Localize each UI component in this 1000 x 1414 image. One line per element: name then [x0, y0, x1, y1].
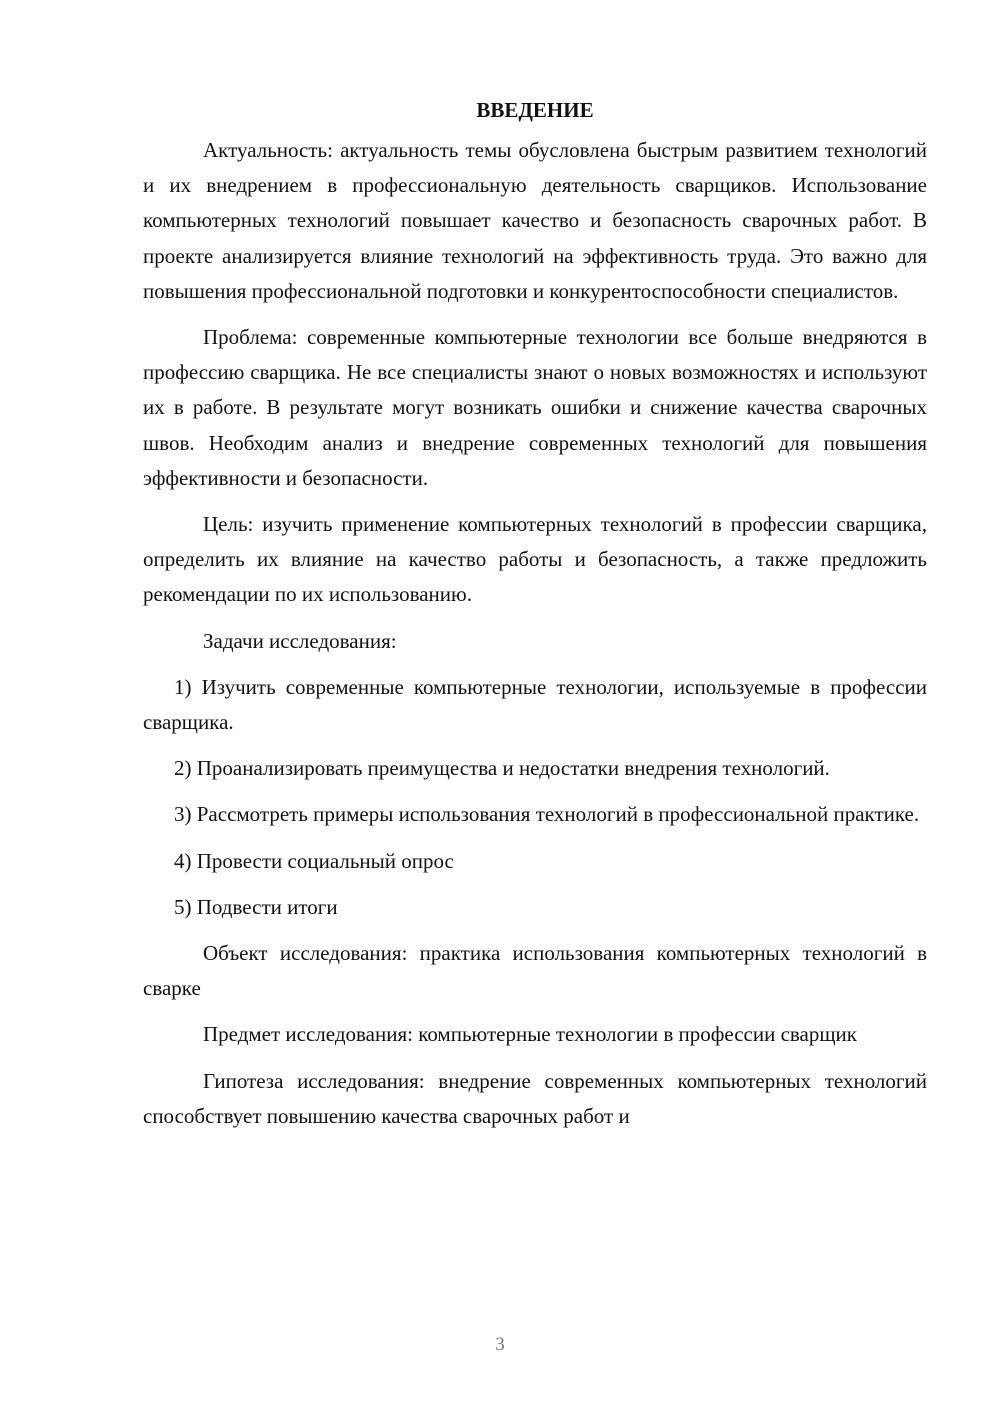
problem-paragraph: Проблема: современные компьютерные технологии все больше внедряются в профессию сварщика. Не все специалисты знают о новых возможностях и используют их в работе. В результате могут возникать ошибки и снижение качества сварочных швов. Необходим анализ и внедрение современных технологий для повышения эффективности и безопасности.: [143, 325, 927, 490]
task-item-4: 4) Провести социальный опрос: [174, 848, 454, 873]
task-item-1: 1) Изучить современные компьютерные технологии, используемые в профессии сварщика.: [143, 674, 927, 735]
task-item-2: 2) Проанализировать преимущества и недостатки внедрения технологий.: [174, 756, 830, 781]
tasks-heading: Задачи исследования:: [203, 628, 397, 653]
task-item-5: 5) Подвести итоги: [174, 894, 338, 919]
object-paragraph: Объект исследования: практика использования компьютерных технологий в сварке: [143, 941, 927, 1001]
goal-paragraph: Цель: изучить применение компьютерных технологий в профессии сварщика, определить их влияние на качество работы и безопасность, а также предложить рекомендации по их использованию.: [143, 512, 927, 607]
relevance-paragraph: Актуальность: актуальность темы обусловлена быстрым развитием технологий и их внедрением в профессиональную деятельность сварщиков. Использование компьютерных технологий повышает качество и безопасность сварочных работ. В проекте анализируется влияние технологий на эффективность труда. Это важно для повышения профессиональной подготовки и конкурентоспособности специалистов.: [143, 138, 927, 303]
page-number: 3: [495, 1334, 505, 1355]
hypothesis-paragraph: Гипотеза исследования: внедрение современных компьютерных технологий способствует повышению качества сварочных работ и: [143, 1068, 927, 1128]
page-content: [143, 96, 927, 1145]
subject-paragraph: Предмет исследования: компьютерные технологии в профессии сварщик: [203, 1022, 857, 1047]
section-title: ВВЕДЕНИЕ: [476, 98, 594, 122]
task-item-3: 3) Рассмотреть примеры использования технологий в профессиональной практике.: [174, 802, 920, 827]
